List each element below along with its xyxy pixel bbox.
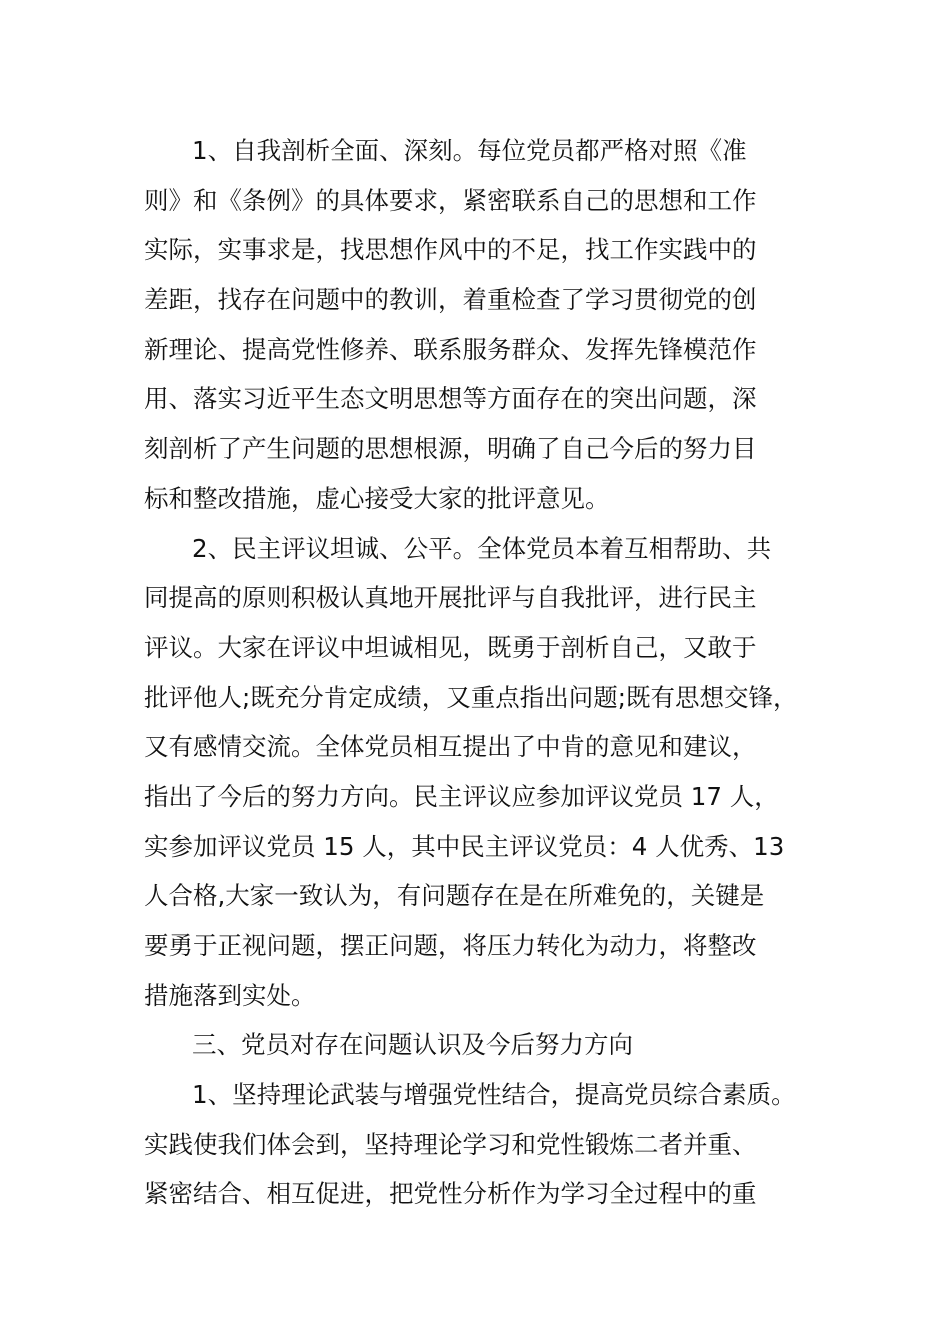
text-line: 实践使我们体会到，坚持理论学习和党性锻炼二者并重、 [144,1129,757,1159]
text-line: 标和整改措施，虚心接受大家的批评意见。 [144,483,610,513]
text-line: 差距，找存在问题中的教训，着重检查了学习贯彻党的创 [144,285,757,315]
text-line: 又有感情交流。全体党员相互提出了中肯的意见和建议， [144,732,757,762]
text-line: 同提高的原则积极认真地开展批评与自我批评，进行民主 [144,583,757,613]
text-line: 用、落实习近平生态文明思想等方面存在的突出问题，深 [144,384,757,414]
text-line: 指出了今后的努力方向。民主评议应参加评议党员 17 人， [144,781,779,811]
text-line: 刻剖析了产生问题的思想根源，明确了自己今后的努力目 [144,434,757,464]
text-line: 新理论、提高党性修养、联系服务群众、发挥先锋模范作 [144,334,757,364]
text-line: 则》和《条例》的具体要求，紧密联系自己的思想和工作 [144,185,757,215]
text-line: 批评他人;既充分肯定成绩，又重点指出问题;既有思想交锋， [144,682,798,712]
text-line: 人合格,大家一致认为，有问题存在是在所难免的，关键是 [144,881,765,911]
text-line: 2、民主评议坦诚、公平。全体党员本着互相帮助、共 [192,533,772,563]
text-line: 1、坚持理论武装与增强党性结合，提高党员综合素质。 [192,1080,796,1110]
text-line: 评议。大家在评议中坦诚相见，既勇于剖析自己，又敢于 [144,632,757,662]
text-line: 三、党员对存在问题认识及今后努力方向 [192,1030,633,1060]
text-line: 实参加评议党员 15 人，其中民主评议党员：4 人优秀、13 [144,831,785,861]
text-line: 实际，实事求是，找思想作风中的不足，找工作实践中的 [144,235,757,265]
text-line: 措施落到实处。 [144,980,316,1010]
text-line: 1、自我剖析全面、深刻。每位党员都严格对照《准 [192,136,747,165]
document-body [144,126,814,1219]
text-line: 紧密结合、相互促进，把党性分析作为学习全过程中的重 [144,1179,757,1209]
text-line: 要勇于正视问题，摆正问题，将压力转化为动力，将整改 [144,931,757,960]
